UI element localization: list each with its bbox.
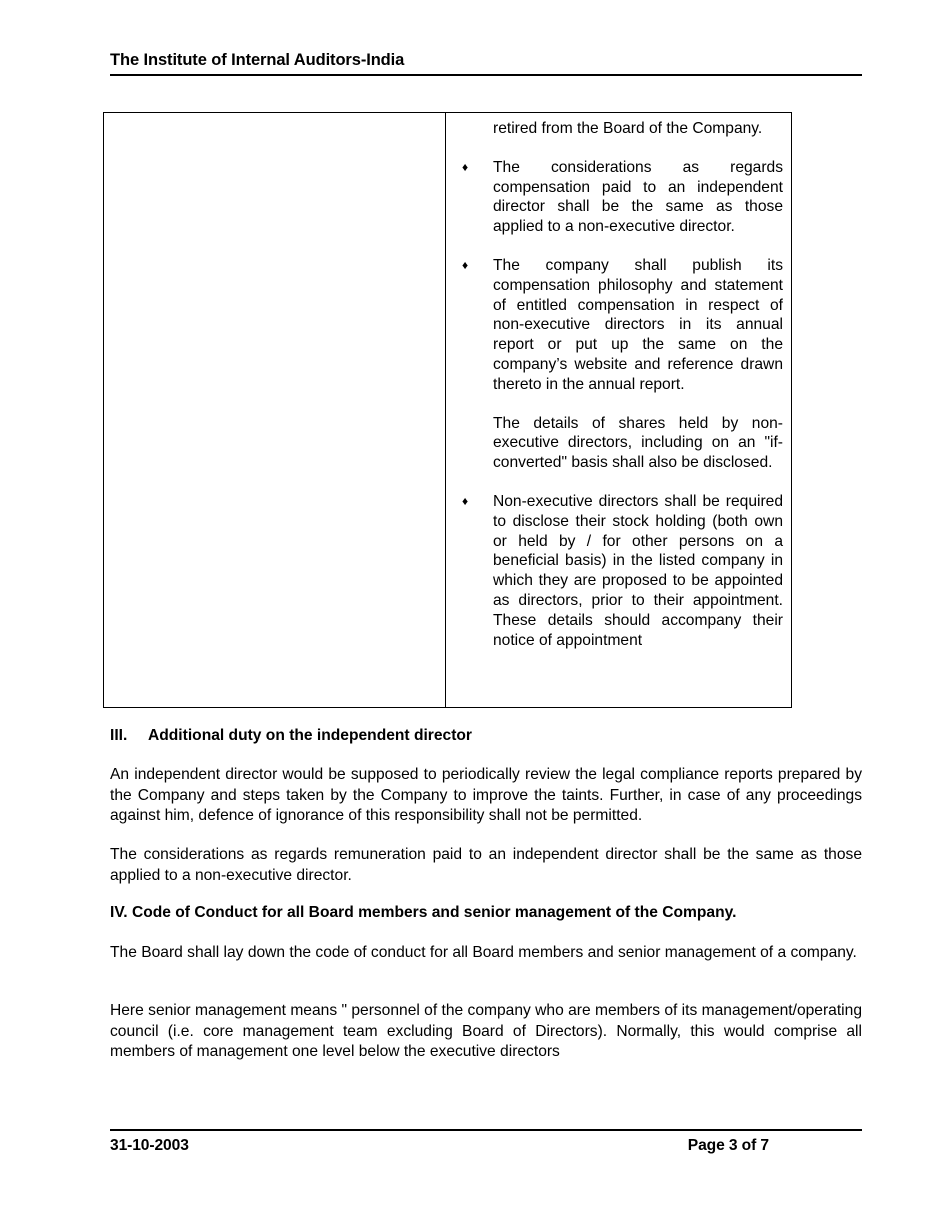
section-four-paragraph-1: The Board shall lay down the code of conduct for all Board members and senior management of a company. (110, 944, 857, 961)
page-header (110, 50, 862, 70)
table-cell-right (446, 113, 791, 707)
section-four-paragraph-2-block (110, 1001, 862, 1063)
footer-page-number: Page 3 of 7 (687, 1137, 769, 1154)
section-three-paragraph-2-block (110, 845, 862, 886)
table-bullet-text: The considerations as regards compensation paid to an independent director shall be the same as those applied to a non-executive director. (493, 158, 783, 236)
header-divider (110, 74, 862, 76)
content-table (103, 112, 792, 708)
footer-divider (110, 1129, 862, 1131)
table-continuation-line: retired from the Board of the Company. (493, 120, 763, 137)
diamond-bullet-icon: ♦ (462, 159, 469, 174)
table-cell-left-empty (104, 113, 446, 707)
section-three-heading-text: Additional duty on the independent director (148, 727, 472, 744)
diamond-bullet-icon: ♦ (462, 257, 469, 272)
table-bullet-item (456, 158, 783, 237)
header-title: The Institute of Internal Auditors-India (110, 51, 405, 69)
table-bullet-item (456, 256, 783, 395)
table-bullet-item (456, 492, 783, 650)
section-three-heading (110, 726, 862, 746)
section-three-paragraph-2: The considerations as regards remuneration paid to an independent director shall be the same as those applied to a non-executive director. (110, 846, 862, 884)
section-three-paragraph-1-block (110, 765, 862, 827)
section-four-heading: IV. Code of Conduct for all Board members and senior management of the Company. (110, 904, 737, 921)
table-plain-paragraph: The details of shares held by non-executive directors, including on an "if-converted" basis shall also be disclosed. (493, 414, 783, 472)
page-footer (110, 1136, 862, 1156)
section-three-paragraph-1: An independent director would be supposed to periodically review the legal compliance reports prepared by the Company and steps taken by the Company to improve the taints. Further, in case of any proceedings against him, defence of ignorance of this responsibility shall not be permitted. (110, 766, 862, 824)
table-bullet-text: Non-executive directors shall be required to disclose their stock holding (both own or held by / for other persons on a beneficial basis) in the listed company in which they are proposed to be appointed as directors, prior to their appointment. These details should accompany their notice of appointment (493, 492, 783, 649)
footer-date: 31-10-2003 (110, 1137, 189, 1154)
diamond-bullet-icon: ♦ (462, 493, 469, 508)
table-bullet-text: The company shall publish its compensation philosophy and statement of entitled compensation in respect of non-executive directors in its annual report or put up the same on the company’s website and reference drawn thereto in the annual report. (493, 256, 783, 393)
section-four-paragraph-2: Here senior management means " personnel of the company who are members of its management/operating council (i.e. core management team excluding Board of Directors). Normally, this would comprise all members of management one level below the executive directors (110, 1002, 862, 1060)
section-four-heading-block (110, 903, 862, 923)
section-three-heading-block (110, 726, 862, 746)
section-four-paragraph-1-block (110, 943, 862, 964)
section-three-number: III. (110, 727, 128, 744)
